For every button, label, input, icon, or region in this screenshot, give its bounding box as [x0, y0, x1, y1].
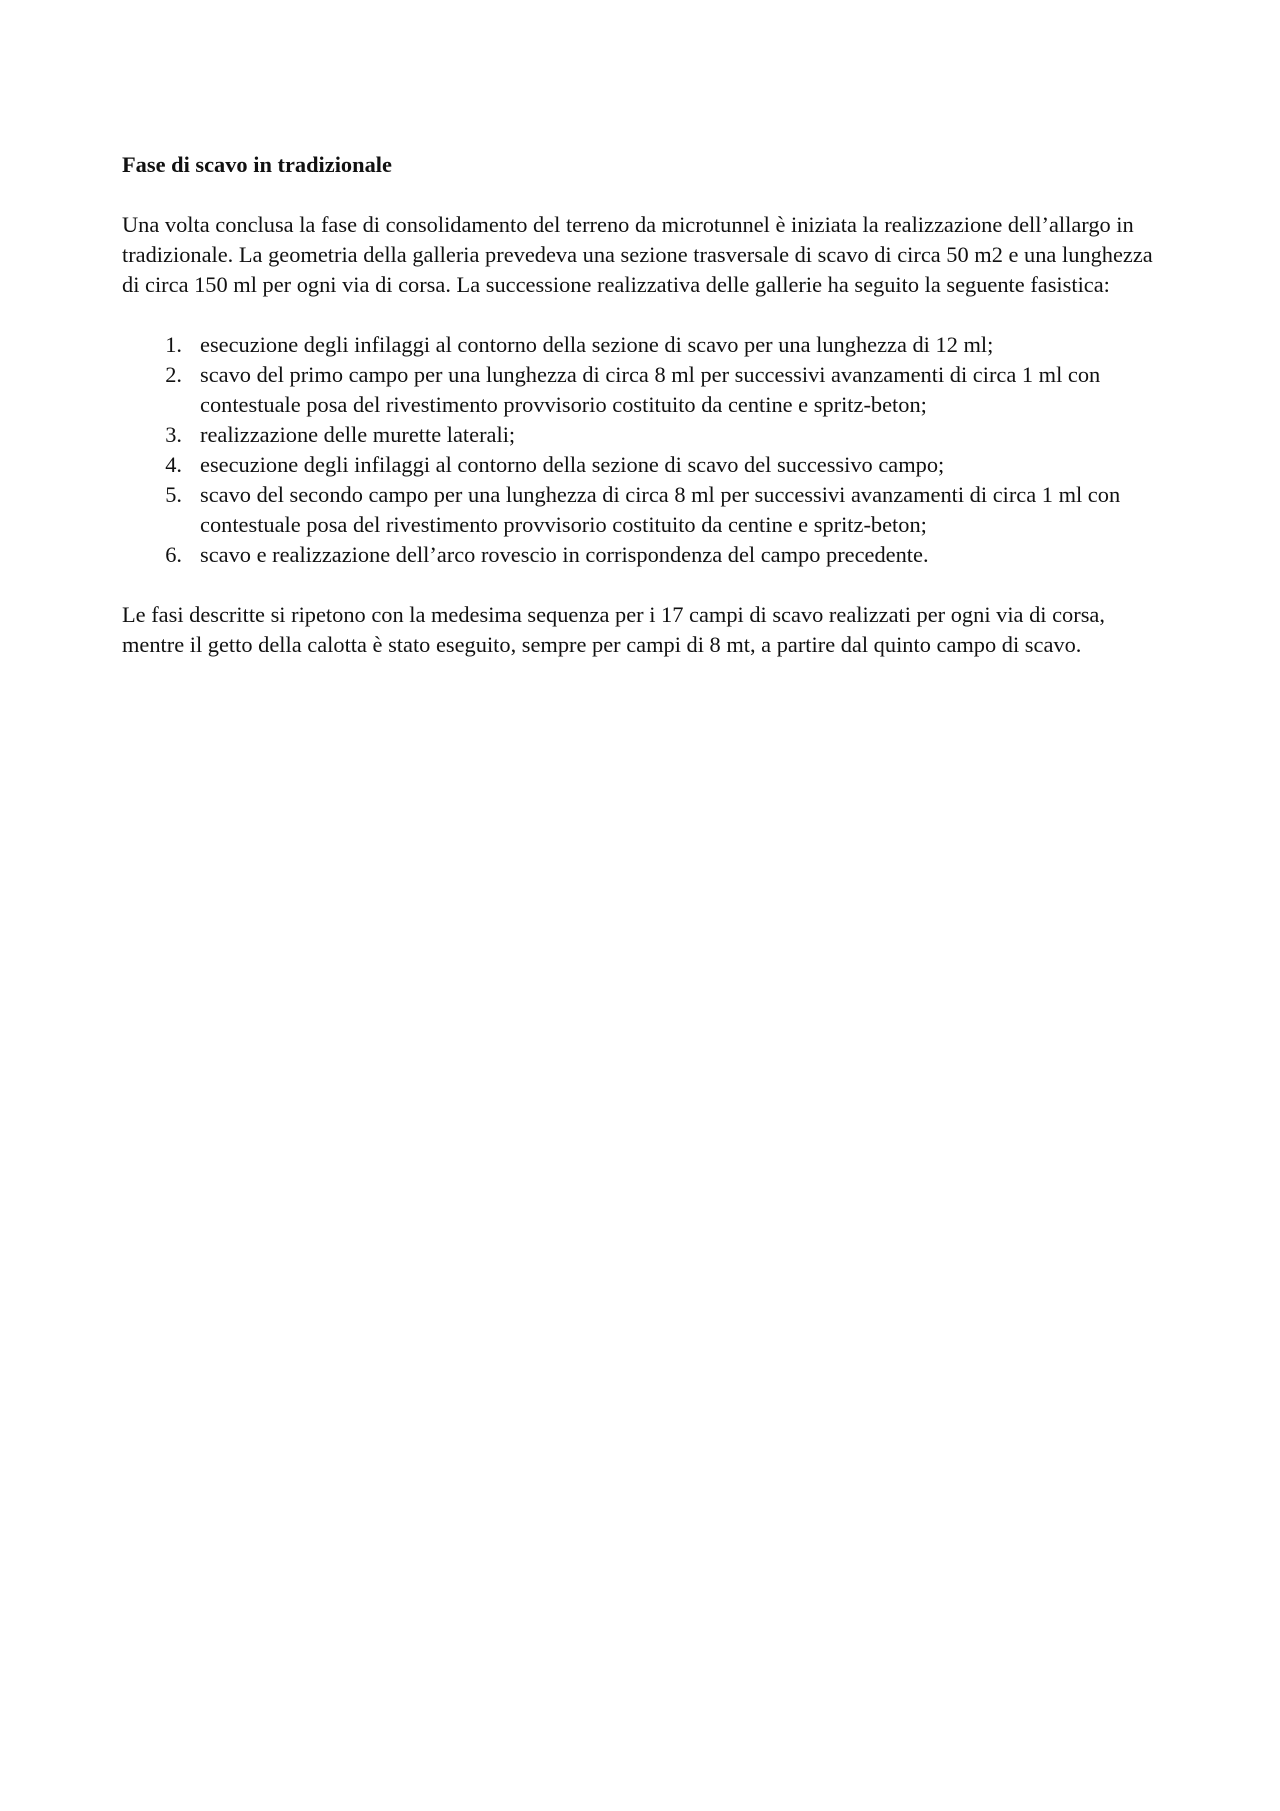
list-item-text: esecuzione degli infilaggi al contorno della sezione di scavo per una lunghezza di 12 ml;: [200, 332, 994, 357]
list-item-number: 6.: [165, 542, 182, 567]
list-item: [122, 420, 1162, 450]
phase-list: [122, 330, 1162, 570]
list-item: [122, 330, 1162, 360]
list-item-number: 1.: [165, 332, 182, 357]
list-item-text: esecuzione degli infilaggi al contorno della sezione di scavo del successivo campo;: [200, 452, 945, 477]
list-item-number: 2.: [165, 362, 182, 387]
list-item-number: 4.: [165, 452, 182, 477]
list-item: [122, 540, 1162, 570]
list-item-text: scavo del primo campo per una lunghezza di circa 8 ml per successivi avanzamenti di circa 1 ml con contestuale posa del rivestimento provvisorio costituito da centine e spritz-beton;: [200, 362, 1101, 417]
list-item: [122, 360, 1162, 420]
list-item: [122, 450, 1162, 480]
list-item-text: scavo del secondo campo per una lunghezza di circa 8 ml per successivi avanzamenti di circa 1 ml con contestuale posa del rivestimento provvisorio costituito da centine e spritz-beton;: [200, 482, 1121, 537]
list-item: [122, 480, 1162, 540]
list-item-text: realizzazione delle murette laterali;: [200, 422, 516, 447]
intro-paragraph: Una volta conclusa la fase di consolidamento del terreno da microtunnel è iniziata la realizzazione dell’allargo in tradizionale. La geometria della galleria prevedeva una sezione trasversale di scavo di circa 50 m2 e una lunghezza di circa 150 ml per ogni via di corsa. La successione realizzativa delle gallerie ha seguito la seguente fasistica:: [122, 212, 1153, 297]
document-page: [122, 150, 1162, 660]
list-item-number: 3.: [165, 422, 182, 447]
section-heading: Fase di scavo in tradizionale: [122, 152, 392, 177]
list-item-number: 5.: [165, 482, 182, 507]
list-item-text: scavo e realizzazione dell’arco rovescio in corrispondenza del campo precedente.: [200, 542, 929, 567]
conclusion-paragraph: Le fasi descritte si ripetono con la medesima sequenza per i 17 campi di scavo realizzati per ogni via di corsa, mentre il getto della calotta è stato eseguito, sempre per campi di 8 mt, a partire dal quinto campo di scavo.: [122, 602, 1105, 657]
